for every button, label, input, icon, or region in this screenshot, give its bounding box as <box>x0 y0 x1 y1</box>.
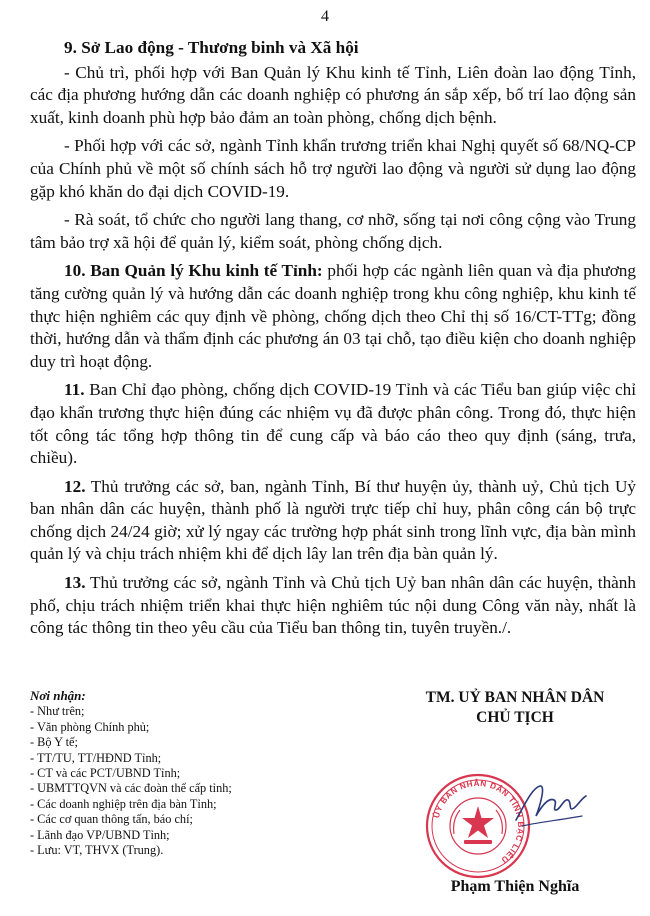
recipient-item: - UBMTTQVN và các đoàn thể cấp tỉnh; <box>30 781 232 796</box>
recipient-item: - CT và các PCT/UBND Tỉnh; <box>30 766 181 781</box>
paragraph-lead: 12. <box>64 476 86 496</box>
recipient-item: - TT/TU, TT/HĐND Tỉnh; <box>30 750 162 765</box>
page-number: 4 <box>321 8 329 25</box>
recipient-item: - Lưu: VT, THVX (Trung). <box>30 843 164 858</box>
body-paragraph <box>30 209 636 254</box>
body-paragraph <box>30 572 636 640</box>
seal-ring-text: ỦY BAN NHÂN DÂN TỈNH BẠC LIÊU <box>431 778 526 865</box>
body-paragraph <box>30 379 636 469</box>
body-paragraph <box>30 476 636 566</box>
signature-title: CHỦ TỊCH <box>476 709 554 726</box>
body-paragraph <box>30 260 636 373</box>
recipients-block <box>30 688 340 858</box>
recipient-item: - Các doanh nghiệp trên địa bàn Tỉnh; <box>30 796 217 811</box>
recipient-item: - Như trên; <box>30 704 85 719</box>
section-heading: 9. Sở Lao động - Thương binh và Xã hội <box>64 38 359 57</box>
recipient-item: - Bộ Y tế; <box>30 735 78 750</box>
paragraph-lead: 11. <box>64 380 85 400</box>
paragraph-lead: 13. <box>64 573 86 593</box>
paragraph-text: Thủ trưởng các sở, ngành Tỉnh và Chủ tịch Uỷ ban nhân dân các huyện, thành phố, chịu trách nhiệm triển khai thực hiện nghiêm túc nội dung Công văn này, nhất là công tác thông tin theo yêu cầu của Tiểu ban thông tin, tuyên truyền./. <box>30 573 636 638</box>
recipients-list <box>30 704 340 858</box>
signature-block <box>392 688 638 895</box>
paragraph-lead: 10. Ban Quản lý Khu kinh tế Tỉnh: <box>64 261 323 281</box>
paragraph-text: - Phối hợp với các sở, ngành Tỉnh khẩn trương triển khai Nghị quyết số 68/NQ-CP của Chính phủ về một số chính sách hỗ trợ người lao động và người sử dụng lao động gặp khó khăn do đại dịch COVID-19. <box>30 136 636 201</box>
recipient-item: - Các cơ quan thông tấn, báo chí; <box>30 812 193 827</box>
handwritten-signature <box>510 776 590 836</box>
recipient-item: - Lãnh đạo VP/UBND Tỉnh; <box>30 827 170 842</box>
paragraph-text: phối hợp các ngành liên quan và địa phương tăng cường quản lý và hướng dẫn các doanh nghiệp trong khu công nghiệp, khu kinh tế thực hiện nghiêm các quy định về phòng, chống dịch theo Chỉ thị số 16/CT-TTg; đồng thời, hướng dẫn và thẩm định các phương án 03 tại chỗ, tạo điều kiện cho doanh nghiệp duy trì hoạt động. <box>30 261 636 371</box>
recipients-title: Nơi nhận: <box>30 688 86 703</box>
document-body <box>30 37 636 646</box>
recipient-item: - Văn phòng Chính phủ; <box>30 719 150 734</box>
body-paragraph <box>30 135 636 203</box>
document-footer <box>0 688 650 916</box>
paragraph-text: - Rà soát, tổ chức cho người lang thang, cơ nhỡ, sống tại nơi công cộng vào Trung tâm bảo trợ xã hội để quản lý, kiểm soát, phòng chống dịch. <box>30 210 636 252</box>
paragraph-text: Ban Chỉ đạo phòng, chống dịch COVID-19 Tỉnh và các Tiểu ban giúp việc chỉ đạo khẩn trương thực hiện đúng các nhiệm vụ đã được phân công. Trong đó, thực hiện tốt công tác tổng hợp thông tin để cung cấp và báo cáo theo quy định (sáng, trưa, chiều). <box>30 380 636 468</box>
signer-name: Phạm Thiện Nghĩa <box>450 878 580 895</box>
body-paragraph <box>30 62 636 130</box>
signature-org: TM. UỶ BAN NHÂN DÂN <box>425 689 605 706</box>
paragraph-text: Thủ trưởng các sở, ban, ngành Tỉnh, Bí thư huyện ủy, thành uỷ, Chủ tịch Uỷ ban nhân dân các huyện, thành phố là người trực tiếp chỉ huy, phân công cán bộ trực chống dịch 24/24 giờ; xử lý ngay các trường hợp phát sinh trong lĩnh vực, địa bàn mình quản lý và chịu trách nhiệm khi để dịch lây lan trên địa bàn quản lý. <box>30 476 636 564</box>
paragraph-text: - Chủ trì, phối hợp với Ban Quản lý Khu kinh tế Tỉnh, Liên đoàn lao động Tỉnh, các địa phương hướng dẫn các doanh nghiệp có phương án sắp xếp, bố trí lao động sản xuất, kinh doanh phù hợp bảo đảm an toàn phòng, chống dịch bệnh. <box>30 62 636 127</box>
